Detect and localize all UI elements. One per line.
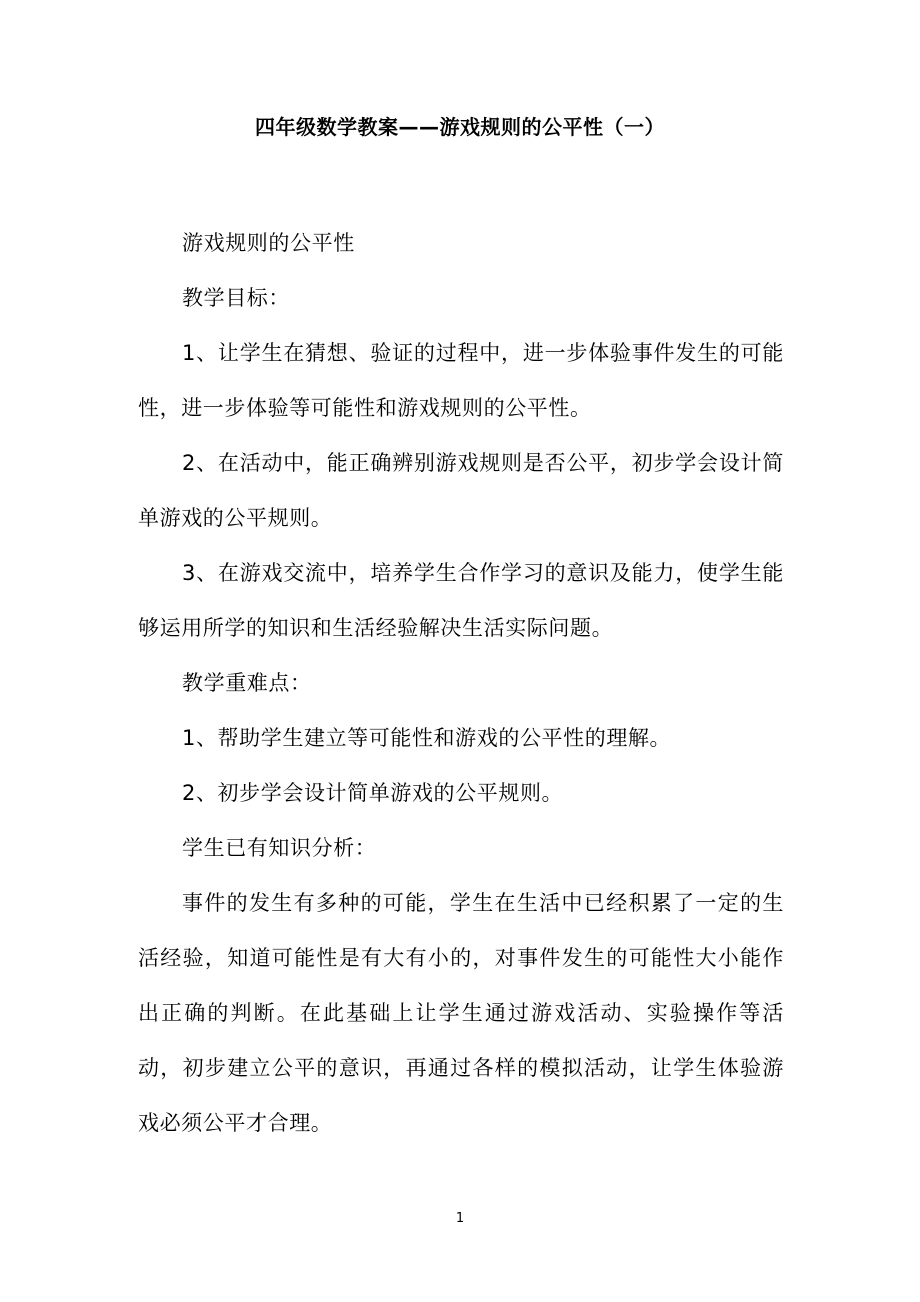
prior-knowledge-heading: 学生已有知识分析： bbox=[182, 836, 377, 860]
teaching-goal-2: 2、在活动中，能正确辨别游戏规则是否公平，初步学会设计简单游戏的公平规则。 bbox=[138, 451, 784, 530]
teaching-goals-heading: 教学目标： bbox=[182, 286, 290, 310]
key-points-heading: 教学重难点： bbox=[182, 671, 312, 695]
section-heading: 游戏规则的公平性 bbox=[182, 231, 355, 255]
document-body bbox=[138, 216, 784, 1151]
teaching-goal-1: 1、让学生在猜想、验证的过程中，进一步体验事件发生的可能性，进一步体验等可能性和游戏规则的公平性。 bbox=[138, 341, 784, 420]
page-number: 1 bbox=[455, 1211, 465, 1226]
key-point-2: 2、初步学会设计简单游戏的公平规则。 bbox=[182, 781, 564, 805]
teaching-goal-3: 3、在游戏交流中，培养学生合作学习的意识及能力，使学生能够运用所学的知识和生活经验解决生活实际问题。 bbox=[138, 561, 784, 640]
prior-knowledge-analysis: 事件的发生有多种的可能，学生在生活中已经积累了一定的生活经验，知道可能性是有大有小的，对事件发生的可能性大小能作出正确的判断。在此基础上让学生通过游戏活动、实验操作等活动，初步建立公平的意识，再通过各样的模拟活动，让学生体验游戏必须公平才合理。 bbox=[138, 891, 784, 1135]
key-point-1: 1、帮助学生建立等可能性和游戏的公平性的理解。 bbox=[182, 726, 672, 750]
document-title: 四年级数学教案——游戏规则的公平性（一） bbox=[255, 115, 665, 139]
